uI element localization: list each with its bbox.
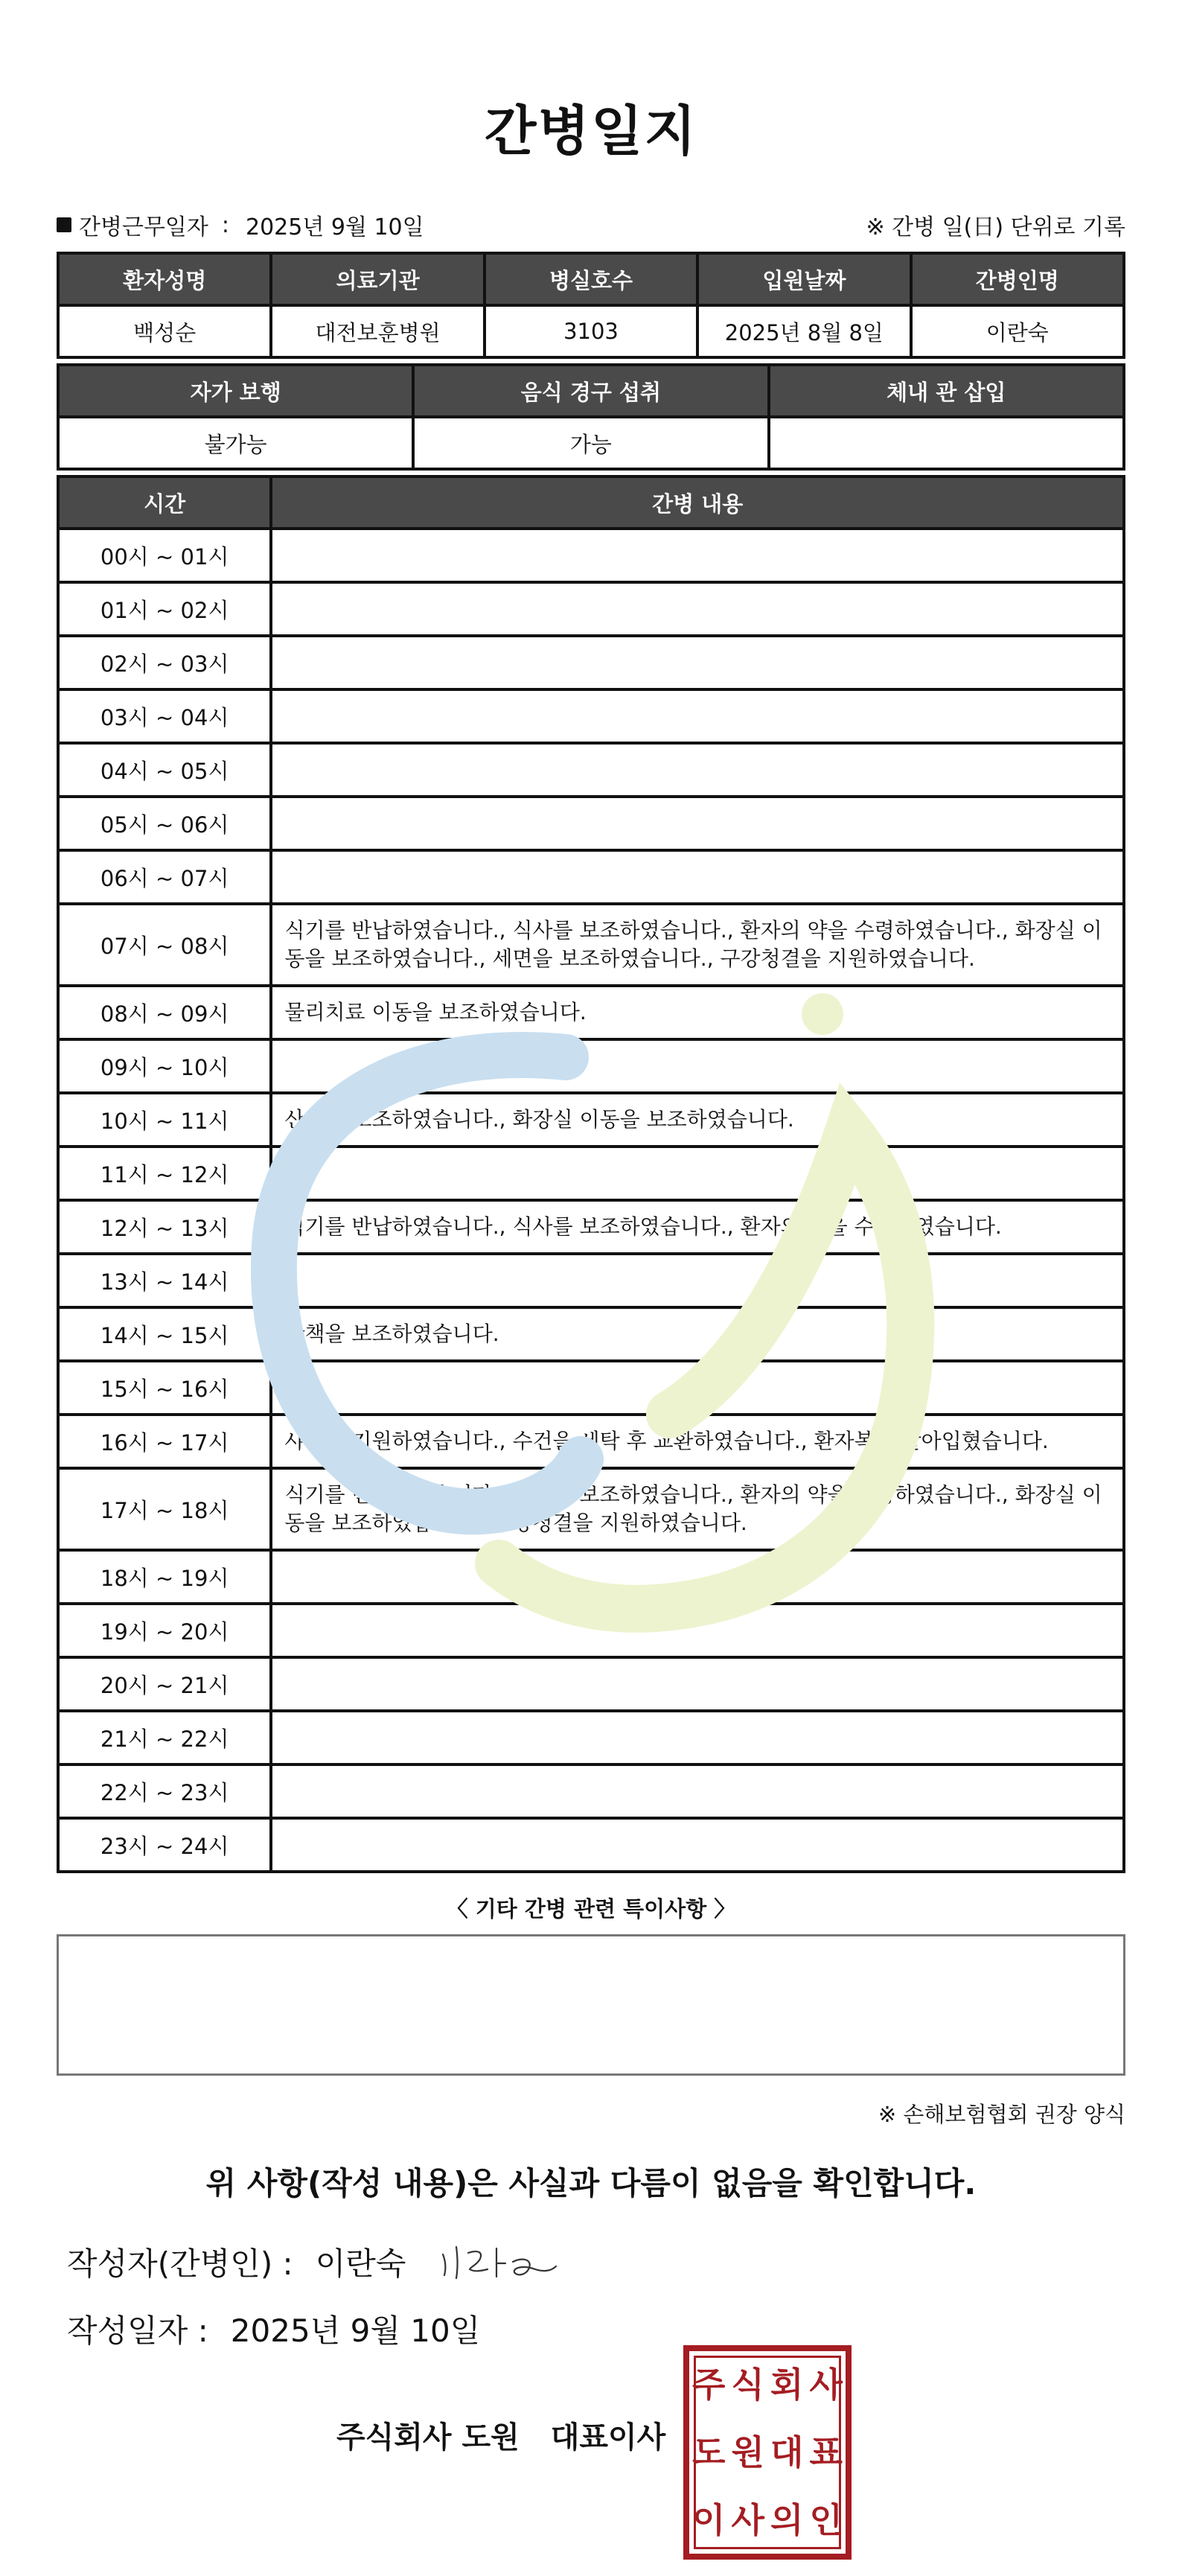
table-row	[58, 636, 1124, 689]
time-slot: 10시 ~ 11시	[58, 1093, 271, 1147]
header-oral-intake: 음식 경구 섭취	[413, 365, 768, 417]
company-name: 주식회사 도원	[336, 2420, 520, 2455]
time-slot: 15시 ~ 16시	[58, 1361, 271, 1415]
care-content	[271, 797, 1124, 850]
table-row	[58, 743, 1124, 797]
seal-character: 사	[809, 2365, 843, 2406]
work-date-separator: :	[221, 211, 229, 238]
seal-inner-border	[694, 2356, 841, 2549]
care-content	[271, 1039, 1124, 1093]
time-slot: 19시 ~ 20시	[58, 1604, 271, 1657]
seal-character: 인	[809, 2499, 843, 2540]
time-slot: 11시 ~ 12시	[58, 1147, 271, 1200]
self-walking-value: 불가능	[58, 417, 413, 469]
writer-name: 이란숙	[315, 2245, 406, 2282]
admission-date: 2025년 8월 8일	[697, 305, 910, 357]
care-content: 식기를 반납하였습니다., 식사를 보조하였습니다., 환자의 약을 수령하였습니다.	[271, 1200, 1124, 1254]
time-slot: 08시 ~ 09시	[58, 986, 271, 1039]
table-row	[58, 582, 1124, 636]
header-caregiver-name: 간병인명	[911, 253, 1124, 305]
care-content	[271, 582, 1124, 636]
time-slot: 12시 ~ 13시	[58, 1200, 271, 1254]
time-slot: 00시 ~ 01시	[58, 529, 271, 582]
care-content	[271, 1254, 1124, 1307]
table-row	[58, 1550, 1124, 1604]
hospital-name: 대전보훈병원	[271, 305, 484, 357]
table-row	[58, 1039, 1124, 1093]
time-slot: 02시 ~ 03시	[58, 636, 271, 689]
table-row	[58, 1147, 1124, 1200]
writer-row	[67, 2239, 562, 2284]
time-slot: 05시 ~ 06시	[58, 797, 271, 850]
caregiver-name: 이란숙	[911, 305, 1124, 357]
care-content	[271, 1147, 1124, 1200]
care-content	[271, 1604, 1124, 1657]
company-signature-line	[336, 2414, 665, 2456]
writer-label: 작성자(간병인) :	[67, 2245, 293, 2282]
confirmation-text: 위 사항(작성 내용)은 사실과 다름이 없음을 확인합니다.	[205, 2165, 977, 2202]
time-slot: 17시 ~ 18시	[58, 1468, 271, 1550]
time-slot: 20시 ~ 21시	[58, 1657, 271, 1711]
care-content	[271, 743, 1124, 797]
seal-character: 원	[731, 2432, 764, 2473]
care-content: 산책을 보조하였습니다.	[271, 1307, 1124, 1361]
written-date-value: 2025년 9월 10일	[230, 2312, 481, 2349]
table-row	[58, 1818, 1124, 1872]
table-row	[58, 1415, 1124, 1468]
care-content	[271, 529, 1124, 582]
tube-insertion-value	[769, 417, 1124, 469]
work-date	[57, 208, 424, 241]
time-slot: 09시 ~ 10시	[58, 1039, 271, 1093]
notes-title: 〈 기타 간병 관련 특이사항 〉	[446, 1896, 736, 1922]
table-row	[58, 529, 1124, 582]
care-content: 샤워를 지원하였습니다., 수건을 세탁 후 교환하였습니다., 환자복을 갈아입혔습니다.	[271, 1415, 1124, 1468]
time-slot: 13시 ~ 14시	[58, 1254, 271, 1307]
care-content	[271, 1711, 1124, 1764]
table-row	[58, 1307, 1124, 1361]
care-content: 식기를 반납하였습니다., 식사를 보조하였습니다., 환자의 약을 수령하였습니다., 화장실 이동을 보조하였습니다., 세면을 보조하였습니다., 구강청결을 지원하였습니다.	[271, 904, 1124, 986]
header-admission-date: 입원날짜	[697, 253, 910, 305]
header-care-content: 간병 내용	[271, 476, 1124, 529]
header-room-number: 병실호수	[485, 253, 697, 305]
work-date-value: 2025년 9월 10일	[246, 214, 424, 240]
seal-character: 회	[770, 2365, 804, 2406]
care-log-table	[57, 475, 1125, 1873]
header-hospital: 의료기관	[271, 253, 484, 305]
care-content	[271, 689, 1124, 743]
care-log-body	[58, 529, 1124, 1872]
seal-character: 이	[692, 2499, 726, 2540]
time-slot: 16시 ~ 17시	[58, 1415, 271, 1468]
time-slot: 04시 ~ 05시	[58, 743, 271, 797]
care-content	[271, 1657, 1124, 1711]
table-row	[58, 986, 1124, 1039]
patient-name: 백성순	[58, 305, 271, 357]
seal-character: 주	[692, 2365, 726, 2406]
table-row	[58, 689, 1124, 743]
signature-icon	[435, 2239, 562, 2284]
seal-character: 대	[770, 2432, 804, 2473]
care-content	[271, 636, 1124, 689]
company-title: 대표이사	[550, 2420, 666, 2455]
page-title: 간병일지	[484, 100, 698, 162]
time-slot: 23시 ~ 24시	[58, 1818, 271, 1872]
work-date-row	[57, 210, 1125, 240]
notes-box	[57, 1934, 1125, 2076]
header-self-walking: 자가 보행	[58, 365, 413, 417]
oral-intake-value: 가능	[413, 417, 768, 469]
seal-character: 사	[731, 2499, 764, 2540]
table-row	[58, 1657, 1124, 1711]
table-row	[58, 1361, 1124, 1415]
time-slot: 01시 ~ 02시	[58, 582, 271, 636]
care-content: 산책을 보조하였습니다., 화장실 이동을 보조하였습니다.	[271, 1093, 1124, 1147]
time-slot: 14시 ~ 15시	[58, 1307, 271, 1361]
time-slot: 03시 ~ 04시	[58, 689, 271, 743]
time-slot: 21시 ~ 22시	[58, 1711, 271, 1764]
seal-character: 식	[731, 2365, 764, 2406]
seal-character: 의	[770, 2499, 804, 2540]
header-time: 시간	[58, 476, 271, 529]
table-row	[58, 1604, 1124, 1657]
care-content	[271, 1361, 1124, 1415]
table-row	[58, 1254, 1124, 1307]
form-note: ※ 손해보험협회 권장 양식	[878, 2102, 1125, 2127]
care-content	[271, 1764, 1124, 1818]
care-content: 식기를 반납하였습니다., 식사를 보조하였습니다., 환자의 약을 수령하였습니다., 화장실 이동을 보조하였습니다., 구강청결을 지원하였습니다.	[271, 1468, 1124, 1550]
header-tube-insertion: 체내 관 삽입	[769, 365, 1124, 417]
table-row	[58, 1468, 1124, 1550]
table-row	[58, 1093, 1124, 1147]
table-row	[58, 850, 1124, 904]
patient-info-table	[57, 252, 1125, 359]
care-content	[271, 1550, 1124, 1604]
record-note: ※ 간병 일(日) 단위로 기록	[866, 214, 1125, 240]
seal-character: 표	[809, 2432, 843, 2473]
table-row	[58, 904, 1124, 986]
time-slot: 06시 ~ 07시	[58, 850, 271, 904]
company-seal-icon	[683, 2345, 852, 2560]
time-slot: 18시 ~ 19시	[58, 1550, 271, 1604]
patient-status-table	[57, 363, 1125, 471]
care-content	[271, 850, 1124, 904]
table-row	[58, 1711, 1124, 1764]
table-row	[58, 1764, 1124, 1818]
work-date-label: 간병근무일자	[79, 214, 208, 240]
time-slot: 22시 ~ 23시	[58, 1764, 271, 1818]
care-content: 물리치료 이동을 보조하였습니다.	[271, 986, 1124, 1039]
seal-character: 도	[692, 2432, 726, 2473]
header-patient-name: 환자성명	[58, 253, 271, 305]
written-date-label: 작성일자 :	[67, 2312, 208, 2349]
room-number: 3103	[485, 305, 697, 357]
table-row	[58, 797, 1124, 850]
care-content	[271, 1818, 1124, 1872]
written-date-row	[67, 2306, 480, 2351]
square-bullet-icon	[57, 217, 71, 232]
time-slot: 07시 ~ 08시	[58, 904, 271, 986]
table-row	[58, 1200, 1124, 1254]
